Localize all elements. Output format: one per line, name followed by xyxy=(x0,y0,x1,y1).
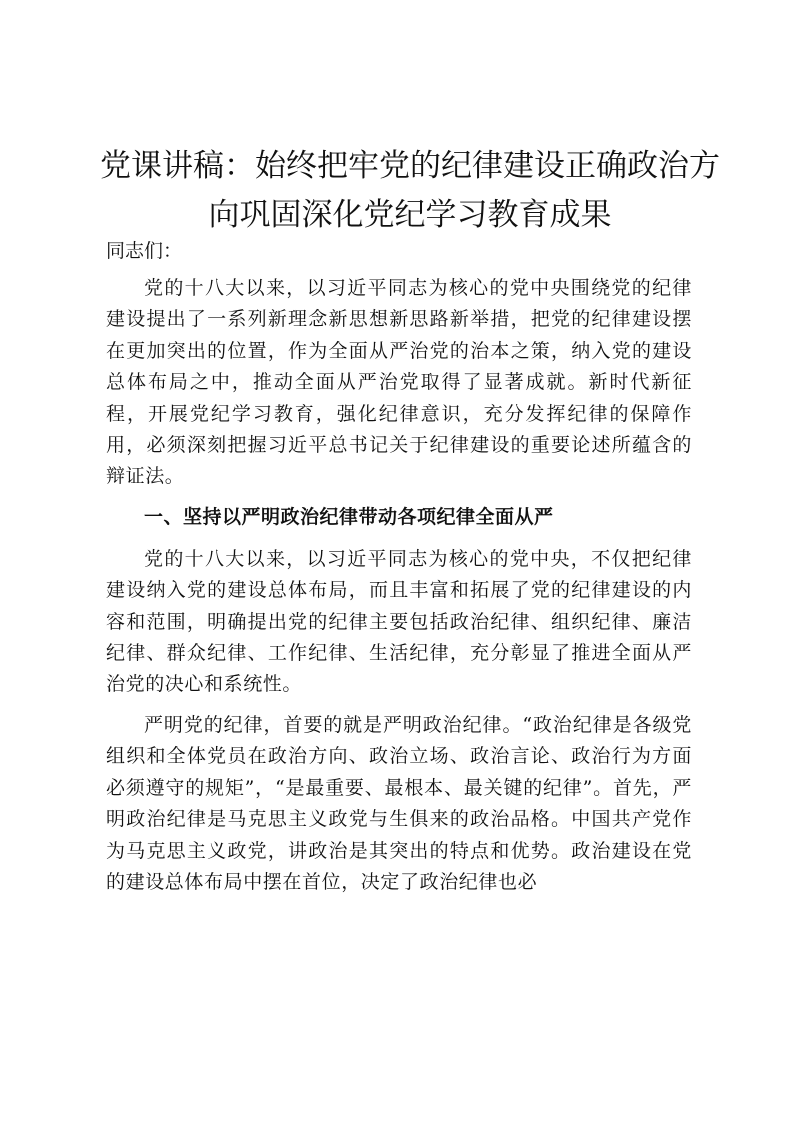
body-paragraph: 党的十八大以来，以习近平同志为核心的党中央，不仅把纪律建设纳入党的建设总体布局，而且丰富和拓展了党的纪律建设的内容和范围，明确提出党的纪律主要包括政治纪律、组织纪律、廉洁纪律、群众纪律、工作纪律、生活纪律，充分彰显了推进全面从严治党的决心和系统性。 xyxy=(106,547,692,696)
document-title: 党课讲稿：始终把牢党的纪律建设正确政治方向巩固深化党纪学习教育成果 xyxy=(100,148,720,233)
document-body xyxy=(106,273,692,898)
salutation: 同志们： xyxy=(106,240,183,262)
intro-paragraph: 党的十八大以来，以习近平同志为核心的党中央围绕党的纪律建设提出了一系列新理念新思想新思路新举措，把党的纪律建设摆在更加突出的位置，作为全面从严治党的治本之策，纳入党的建设总体布局之中，推动全面从严治党取得了显著成就。新时代新征程，开展党纪学习教育，强化纪律意识，充分发挥纪律的保障作用，必须深刻把握习近平总书记关于纪律建设的重要论述所蕴含的辩证法。 xyxy=(106,277,692,488)
body-paragraph: 严明党的纪律，首要的就是严明政治纪律。“政治纪律是各级党组织和全体党员在政治方向、政治立场、政治言论、政治行为方面必须遵守的规矩”，“是最重要、最根本、最关键的纪律”。首先，严明政治纪律是马克思主义政党与生俱来的政治品格。中国共产党作为马克思主义政党，讲政治是其突出的特点和优势。政治建设在党的建设总体布局中摆在首位，决定了政治纪律也必 xyxy=(106,713,692,893)
section-heading: 一、坚持以严明政治纪律带动各项纪律全面从严 xyxy=(144,505,554,528)
